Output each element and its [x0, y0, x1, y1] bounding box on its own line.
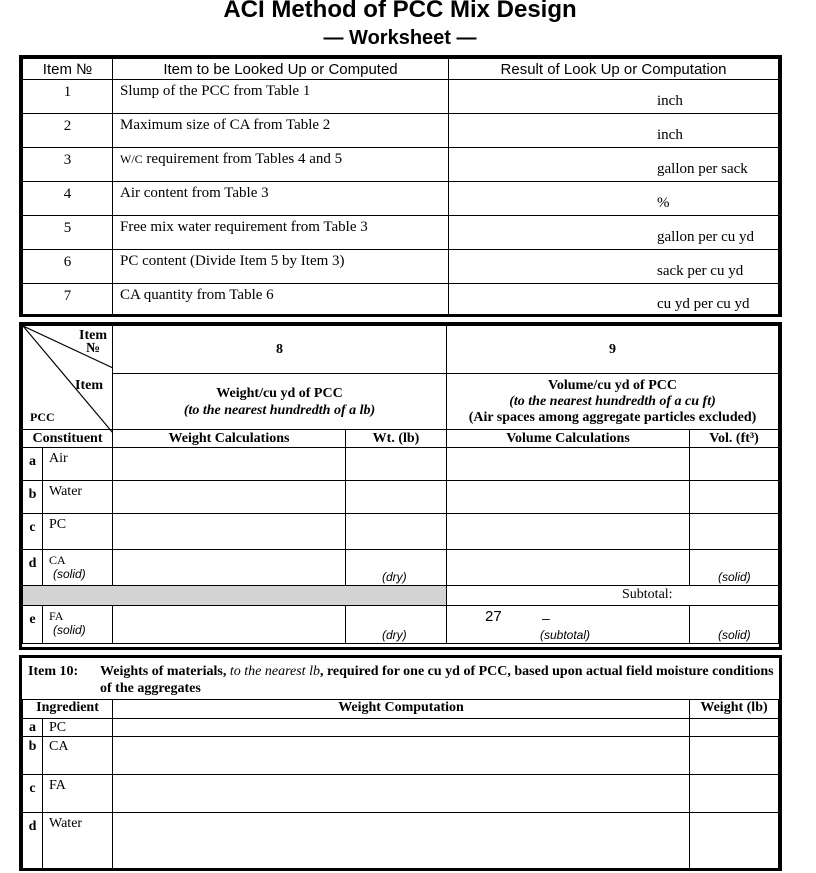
weight-calc-cell[interactable] [113, 550, 346, 586]
weight-calc-cell[interactable] [113, 514, 346, 550]
item-number: 6 [23, 250, 113, 284]
field-weights-table [19, 655, 782, 871]
volume-calc-cell[interactable] [447, 481, 690, 514]
weight-cell[interactable] [346, 481, 447, 514]
constituent-header: Constituent [23, 430, 113, 448]
ingredient-name: Water [43, 812, 113, 869]
constituent-name: FA (solid) [43, 606, 113, 644]
worksheet-subtitle: — Worksheet — [323, 27, 477, 49]
weight-title: Weight/cu yd of PCC [216, 385, 343, 401]
volume-calc-cell[interactable] [447, 448, 690, 481]
weight-cell[interactable] [346, 448, 447, 481]
worksheet-title: ACI Method of PCC Mix Design [223, 0, 577, 23]
item-description: Slump of the PCC from Table 1 [113, 80, 449, 114]
table-row [23, 284, 779, 317]
shaded-cell [23, 586, 447, 606]
row-letter: a [23, 448, 43, 481]
vol-header: Vol. (ft³) [690, 430, 779, 448]
computation-header: Weight Computation [113, 700, 690, 718]
item-number: 3 [23, 148, 113, 182]
constituent-name: CA (solid) [43, 550, 113, 586]
result-unit: cu yd per cu yd [657, 296, 750, 312]
weight-calc-cell[interactable] [113, 481, 346, 514]
item-description: W/C requirement from Tables 4 and 5 [113, 148, 449, 182]
table-row [23, 182, 779, 216]
corner-pcc-label: PCC [30, 410, 55, 424]
item-10-text-rest: , required for one cu yd of PCC, based upon actual field moisture conditions of the aggregates [100, 664, 774, 696]
result-unit: % [657, 195, 670, 211]
weight-cell[interactable] [346, 606, 447, 644]
weight-calc-cell[interactable] [113, 606, 346, 644]
item-9-header: 9 [447, 326, 779, 374]
constant-27: 27 [485, 608, 502, 625]
item-10-label: Item 10: [28, 664, 79, 679]
volume-calc-cell[interactable] [447, 550, 690, 586]
table-row [23, 114, 779, 148]
constituent-name: Water [43, 481, 113, 514]
minus-sign: – [542, 610, 550, 626]
table-row [23, 774, 779, 812]
dry-note: (dry) [382, 628, 407, 642]
row-letter: b [23, 736, 43, 774]
constituent-name: Air [43, 448, 113, 481]
weight-cell[interactable] [346, 514, 447, 550]
item-number: 7 [23, 284, 113, 317]
result-unit: inch [657, 127, 683, 143]
result-cell[interactable] [449, 250, 779, 284]
weight-cell[interactable] [346, 550, 447, 586]
corner-item-no-label: Item № [79, 328, 107, 356]
row-letter: a [23, 718, 43, 736]
result-unit: sack per cu yd [657, 263, 744, 279]
weight-lb-header: Weight (lb) [690, 700, 779, 718]
subtotal-note: (subtotal) [540, 628, 591, 642]
corner-item-label: Item [75, 378, 103, 393]
col-header-item-no: Item № [23, 59, 113, 80]
item-number: 2 [23, 114, 113, 148]
vol-calc-header: Volume Calculations [447, 430, 690, 448]
table-row [23, 481, 779, 514]
table-row [23, 448, 779, 481]
item-description: CA quantity from Table 6 [113, 284, 449, 317]
volume-calc-cell[interactable] [447, 514, 690, 550]
item-number: 4 [23, 182, 113, 216]
table-row [23, 216, 779, 250]
solid-note: (solid) [718, 628, 751, 642]
weight-lb-cell[interactable] [690, 774, 779, 812]
item-description: PC content (Divide Item 5 by Item 3) [113, 250, 449, 284]
weight-lb-cell[interactable] [690, 812, 779, 869]
result-cell[interactable] [449, 148, 779, 182]
result-unit: gallon per sack [657, 161, 748, 177]
result-unit: gallon per cu yd [657, 229, 755, 245]
result-cell[interactable] [449, 284, 779, 317]
wc-ratio-label: W/C [120, 152, 143, 166]
constituent-name: PC [43, 514, 113, 550]
result-cell[interactable] [449, 182, 779, 216]
row-letter: c [23, 514, 43, 550]
result-cell[interactable] [449, 216, 779, 250]
subtotal-cell[interactable] [447, 586, 779, 606]
item-description: Maximum size of CA from Table 2 [113, 114, 449, 148]
weight-lb-cell[interactable] [690, 736, 779, 774]
volume-calc-cell[interactable] [447, 606, 690, 644]
volume-cell[interactable] [690, 550, 779, 586]
item-number: 5 [23, 216, 113, 250]
volume-cell[interactable] [690, 606, 779, 644]
row-letter: c [23, 774, 43, 812]
table-row [23, 80, 779, 114]
volume-cell[interactable] [690, 481, 779, 514]
constituent-table [19, 322, 782, 650]
volume-cell[interactable] [690, 514, 779, 550]
volume-note: (to the nearest hundredth of a cu ft) [509, 393, 716, 409]
table-row [23, 148, 779, 182]
col-header-result: Result of Look Up or Computation [449, 59, 779, 80]
item-8-header: 8 [113, 326, 447, 374]
weight-calc-header: Weight Calculations [113, 430, 346, 448]
result-unit: inch [657, 93, 683, 109]
corner-header [23, 326, 113, 430]
subtotal-label: Subtotal: [622, 587, 673, 602]
solid-note: (solid) [718, 570, 751, 584]
weight-lb-cell[interactable] [690, 718, 779, 736]
row-letter: d [23, 550, 43, 586]
weight-note: (to the nearest hundredth of a lb) [183, 402, 376, 418]
weight-computation-cell[interactable] [113, 718, 690, 736]
row-letter: b [23, 481, 43, 514]
row-letter: e [23, 606, 43, 644]
weight-header [113, 374, 447, 430]
subtotal-row [23, 586, 779, 606]
item-description: Free mix water requirement from Table 3 [113, 216, 449, 250]
ingredient-name: PC [43, 718, 113, 736]
wt-header: Wt. (lb) [346, 430, 447, 448]
item-10-precision: to the nearest lb [229, 664, 320, 679]
table-row [23, 550, 779, 586]
volume-cell[interactable] [690, 448, 779, 481]
table-row [23, 250, 779, 284]
table-row [23, 606, 779, 644]
volume-note-air: (Air spaces among aggregate particles excluded) [468, 409, 757, 425]
item-10-text: Weights of materials, [100, 664, 227, 679]
item-number: 1 [23, 80, 113, 114]
result-cell[interactable] [449, 80, 779, 114]
ingredient-header: Ingredient [23, 700, 113, 718]
col-header-item: Item to be Looked Up or Computed [113, 59, 449, 80]
ingredient-name: FA [43, 774, 113, 812]
table-row [23, 514, 779, 550]
table-row [23, 736, 779, 774]
volume-title: Volume/cu yd of PCC [548, 377, 677, 393]
weight-calc-cell[interactable] [113, 448, 346, 481]
item-10-description [22, 658, 779, 700]
table-row [23, 718, 779, 736]
table-row [23, 812, 779, 869]
lookup-table [19, 55, 782, 317]
weight-computation-cell[interactable] [113, 774, 690, 812]
dry-note: (dry) [382, 570, 407, 584]
row-letter: d [23, 812, 43, 869]
result-cell[interactable] [449, 114, 779, 148]
ingredient-name: CA [43, 736, 113, 774]
weight-computation-cell[interactable] [113, 736, 690, 774]
volume-header [447, 374, 779, 430]
weight-computation-cell[interactable] [113, 812, 690, 869]
item-description: Air content from Table 3 [113, 182, 449, 216]
